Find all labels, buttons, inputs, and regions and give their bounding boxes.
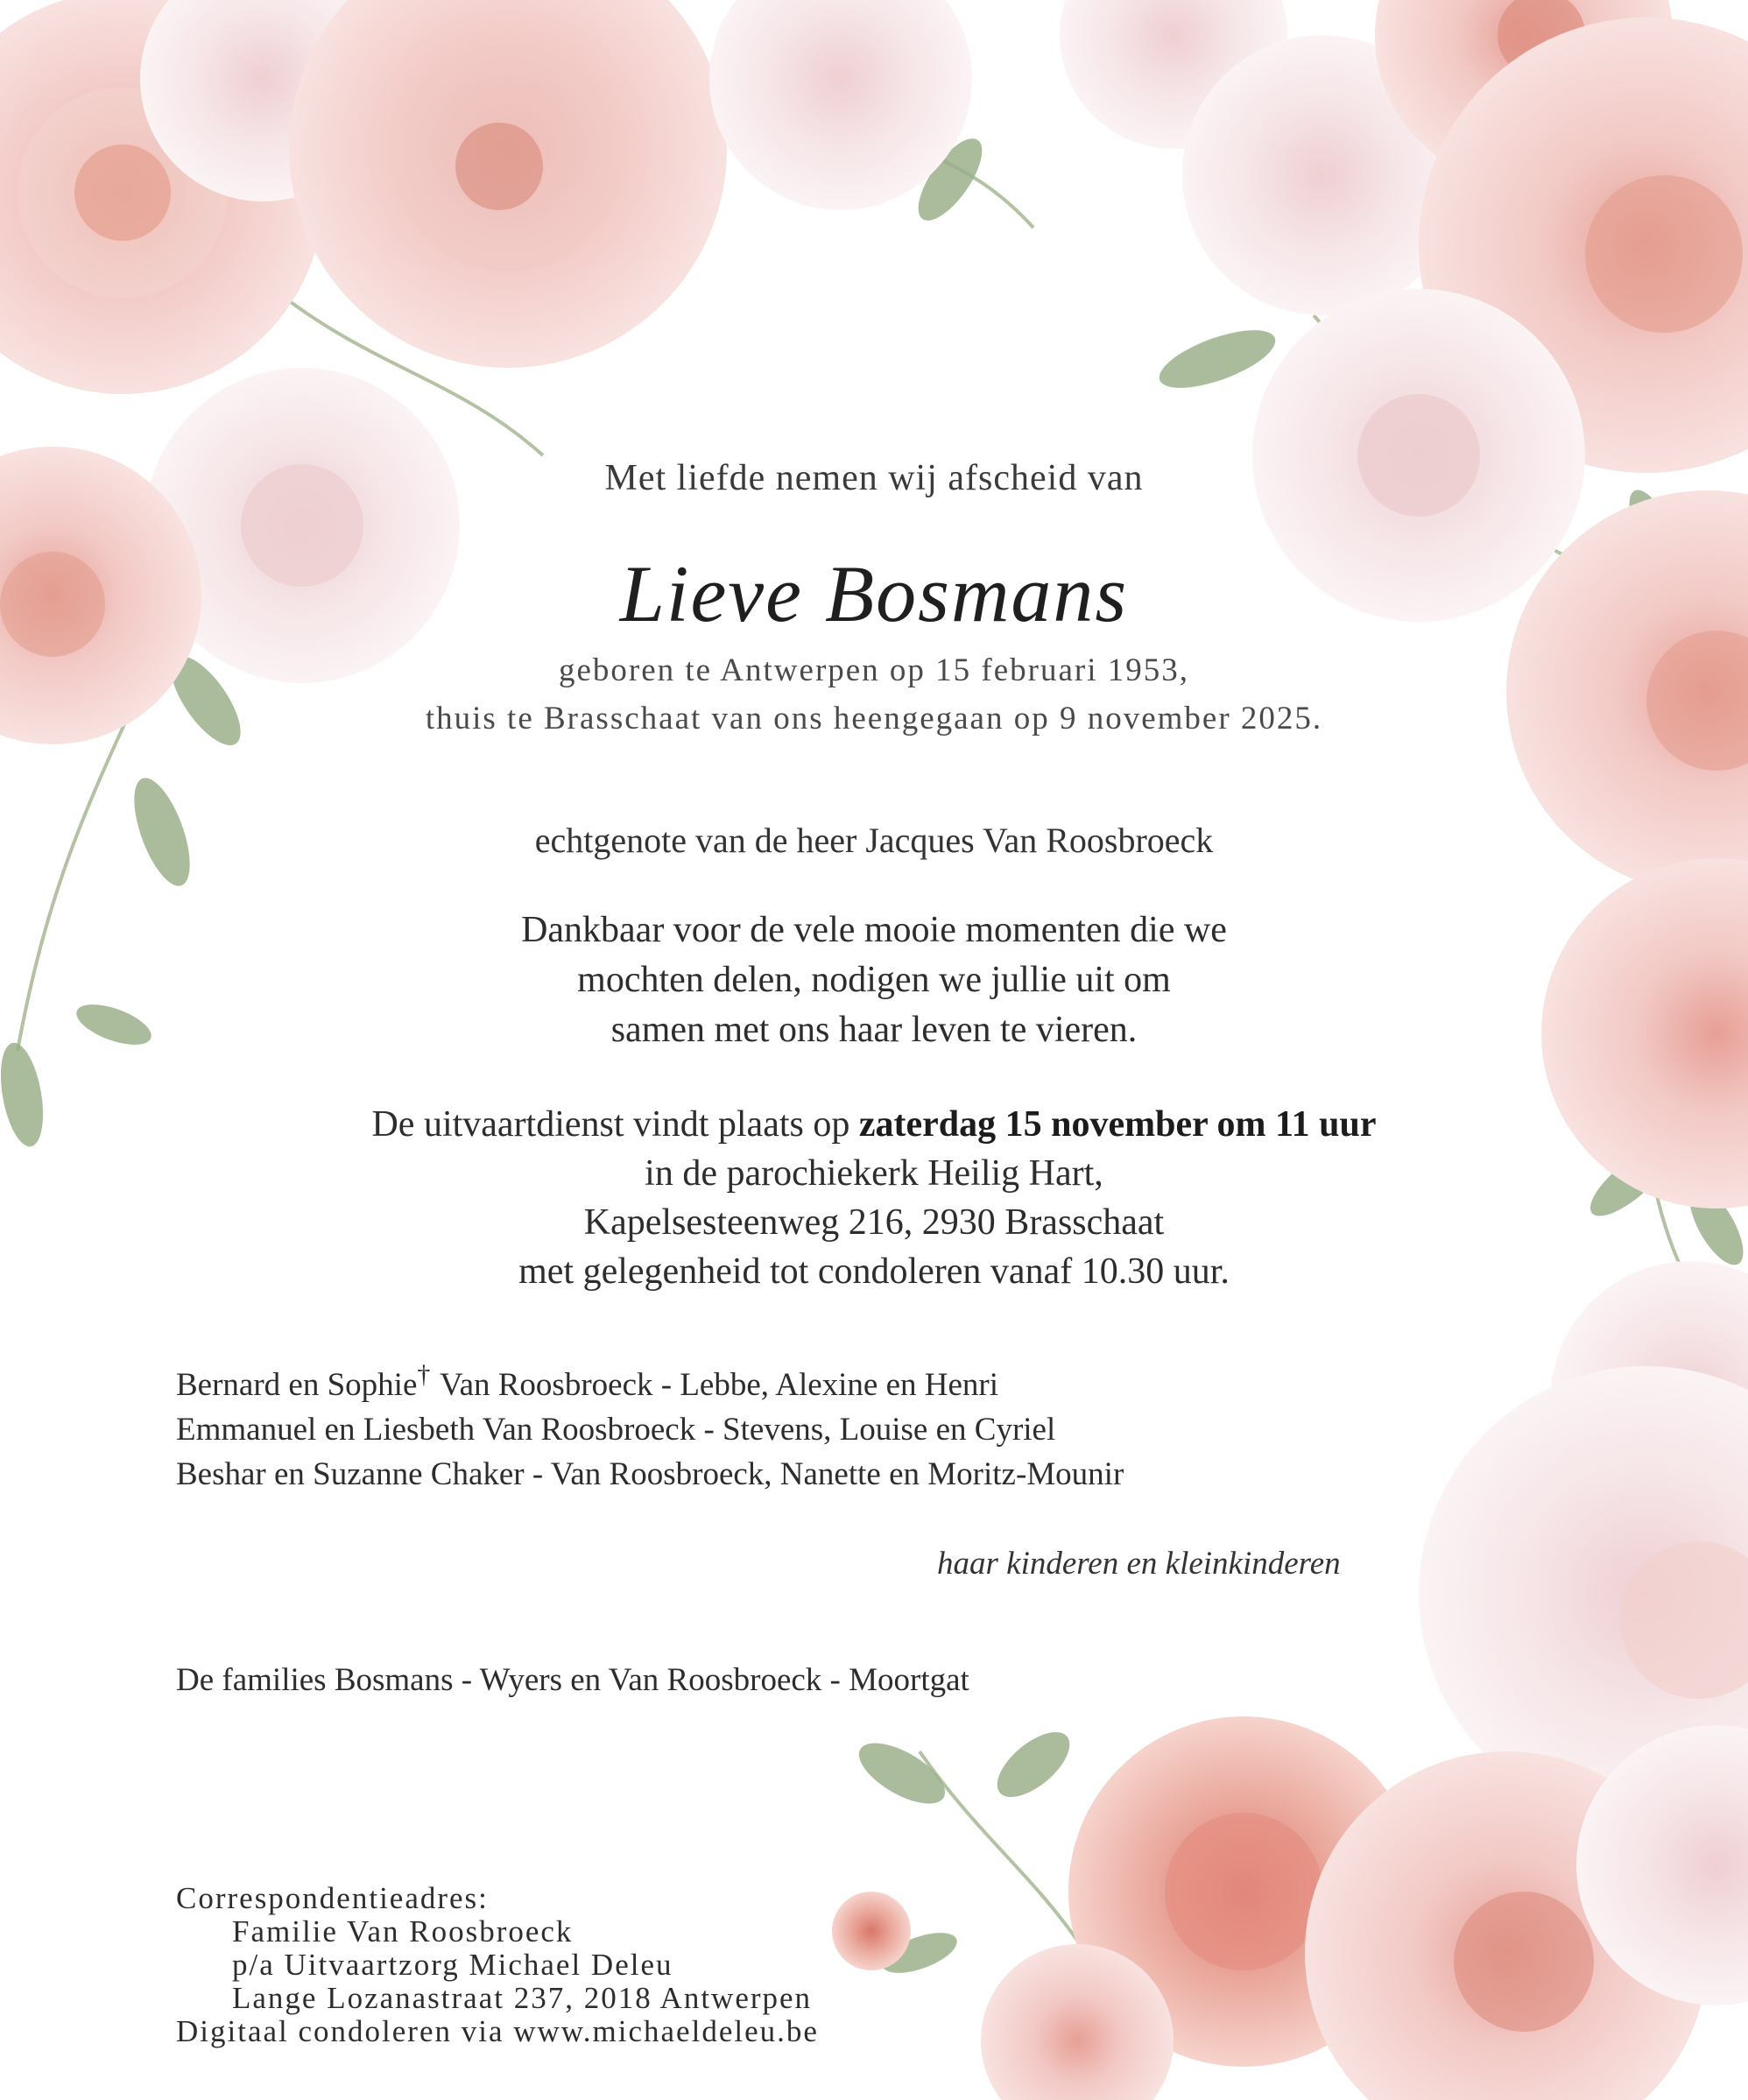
correspondence-line-2: p/a Uitvaartzorg Michael Deleu bbox=[232, 1948, 673, 1982]
children-name-a: Bernard en Sophie bbox=[176, 1367, 418, 1403]
thanks-line-2: mochten delen, nodigen we jullie uit om bbox=[577, 960, 1171, 1000]
service-line-2: in de parochiekerk Heilig Hart, bbox=[645, 1153, 1103, 1194]
birth-line: geboren te Antwerpen op 15 februari 1953, bbox=[558, 652, 1190, 688]
children-line-2: Emmanuel en Liesbeth Van Roosbroeck - Stevens, Louise en Cyriel bbox=[176, 1412, 1056, 1448]
service-line-1 bbox=[0, 1103, 1748, 1145]
children-line-1 bbox=[176, 1360, 999, 1404]
service-line-3: Kapelsesteenweg 216, 2930 Brasschaat bbox=[583, 1202, 1165, 1243]
service-date: zaterdag 15 november om 11 uur bbox=[858, 1104, 1377, 1145]
correspondence-line-1: Familie Van Roosbroeck bbox=[232, 1914, 574, 1948]
correspondence-line-3: Lange Lozanastraat 237, 2018 Antwerpen bbox=[232, 1981, 813, 2015]
service-line-4: met gelegenheid tot condoleren vanaf 10.30 uur. bbox=[518, 1251, 1230, 1292]
intro-text: Met liefde nemen wij afscheid van bbox=[604, 458, 1144, 498]
spouse-line: echtgenote van de heer Jacques Van Roosbroeck bbox=[534, 821, 1214, 860]
online-condolence: Digitaal condoleren via www.michaeldeleu.be bbox=[176, 2014, 819, 2048]
dagger-symbol: † bbox=[417, 1360, 431, 1389]
correspondence-label: Correspondentieadres: bbox=[176, 1881, 489, 1915]
children-line-3: Beshar en Suzanne Chaker - Van Roosbroeck, Nanette en Moritz-Mounir bbox=[176, 1456, 1124, 1492]
thanks-line-3: samen met ons haar leven te vieren. bbox=[610, 1010, 1138, 1050]
children-caption: haar kinderen en kleinkinderen bbox=[937, 1546, 1341, 1582]
families-line: De families Bosmans - Wyers en Van Roosbroeck - Moortgat bbox=[176, 1662, 969, 1698]
service-prefix: De uitvaartdienst vindt plaats op bbox=[371, 1104, 859, 1145]
deceased-name: Lieve Bosmans bbox=[619, 549, 1129, 638]
children-name-b: Van Roosbroeck - Lebbe, Alexine en Henri bbox=[432, 1367, 999, 1403]
thanks-line-1: Dankbaar voor de vele mooie momenten die we bbox=[521, 910, 1227, 950]
death-line: thuis te Brasschaat van ons heengegaan op 9 november 2025. bbox=[425, 701, 1323, 736]
